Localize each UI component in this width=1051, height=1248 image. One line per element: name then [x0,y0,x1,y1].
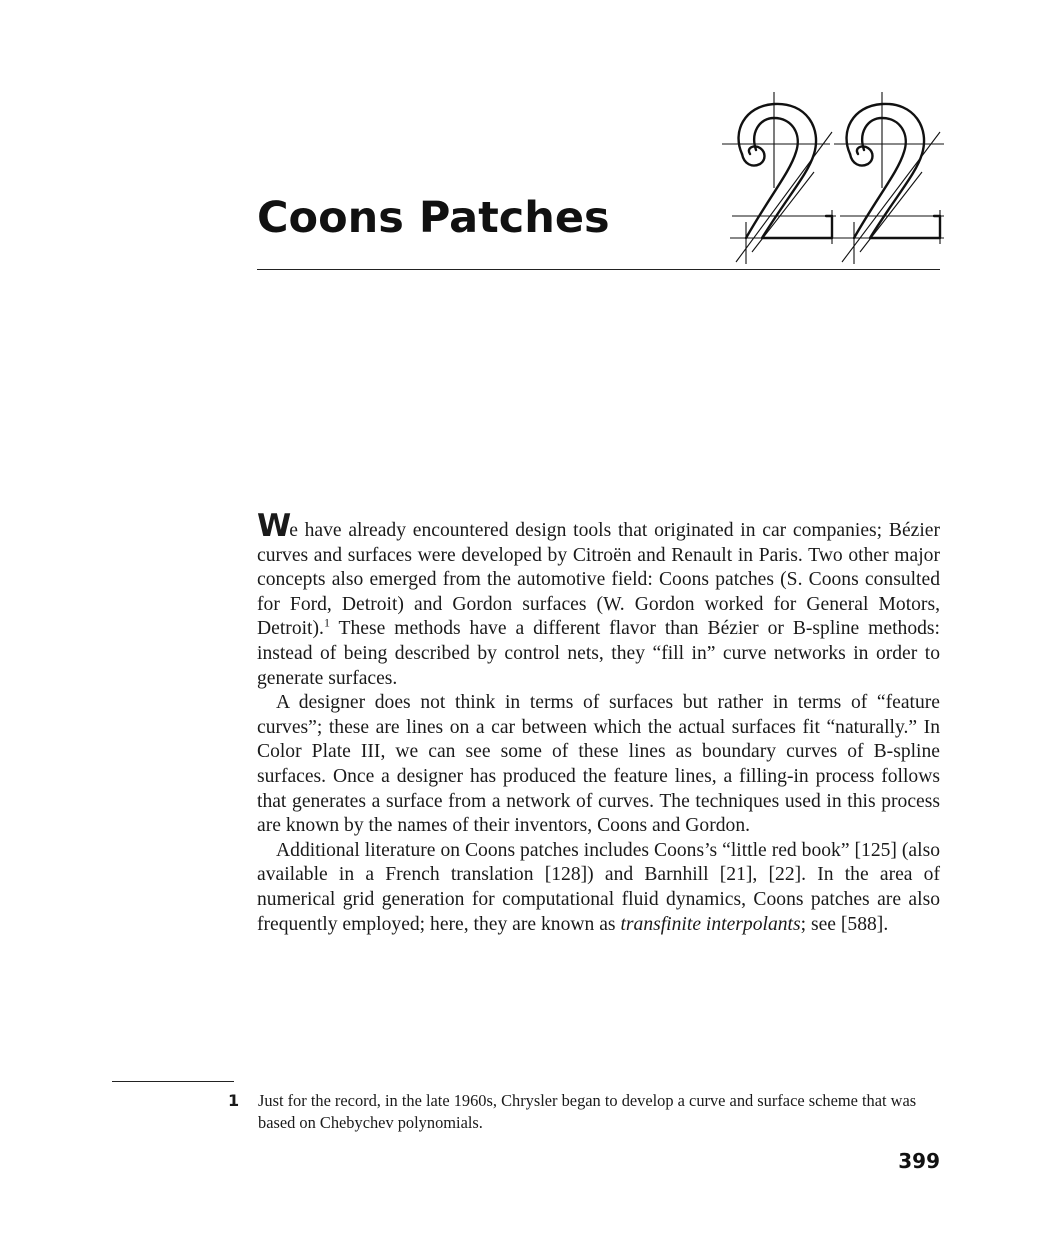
footnote-reference: 1 [323,615,330,630]
body-text [257,508,940,937]
paragraph-1 [257,508,940,691]
footnote-rule [112,1081,234,1082]
footnote [228,1090,940,1134]
paragraph-3-text: Additional literature on Coons patches includes Coons’s “little red book” [125] (also available in a French translation [128]) and Barnhill [21], [22]. In the area of numerical grid generation for computational fluid dynamics, Coons patches are also frequently employed; here, they are known as [257,839,940,935]
footnote-marker: 1 [228,1091,240,1110]
paragraph-3 [257,839,940,937]
footnote-text: Just for the record, in the late 1960s, Chrysler began to develop a curve and surface scheme that was based on Chebychev polynomials. [258,1091,917,1132]
paragraph-3-italic-term: transfinite interpolants [620,913,801,935]
paragraph-1-continuation: These methods have a different flavor than Bézier or B-spline methods: instead of being described by control nets, they “fill in” curve networks in order to generate surfaces. [257,618,940,689]
chapter-number-drawing [722,92,944,264]
chapter-title: Coons Patches [257,193,610,243]
title-rule [257,269,940,270]
paragraph-3-ending: ; see [588]. [800,913,889,935]
chapter-number-graphic [722,92,944,264]
drop-cap: W [257,508,290,544]
paragraph-1-text: e have already encountered design tools that originated in car companies; Bézier curves and surfaces were developed by Citroën and Renault in Paris. Two other major concepts also emerged from the automotive field: Coons patches (S. Coons consulted for Ford, Detroit) and Gordon surfaces (W. Gordon worked for General Motors, Detroit). [257,520,940,640]
page-number: 399 [898,1149,940,1173]
paragraph-2: A designer does not think in terms of surfaces but rather in terms of “feature curves”; these are lines on a car between which the actual surfaces fit “naturally.” In Color Plate III, we can see some of these lines as boundary curves of B-spline surfaces. Once a designer has produced the feature lines, a filling-in process follows that generates a surface from a network of curves. The techniques used in this process are known by the names of their inventors, Coons and Gordon. [257,692,940,837]
